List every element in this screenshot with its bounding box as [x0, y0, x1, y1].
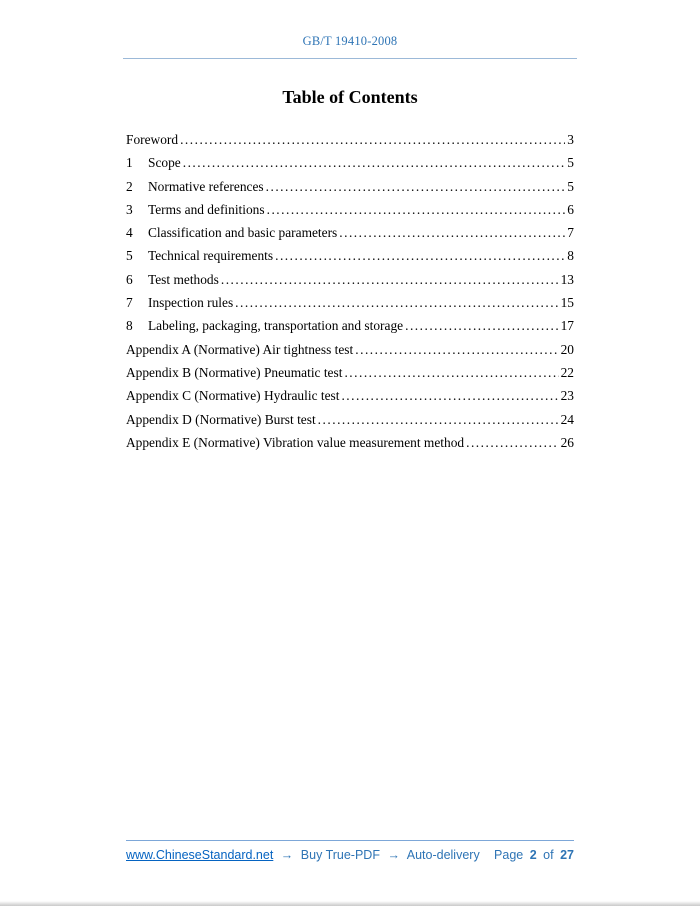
toc-entry-title: Appendix A (Normative) Air tightness test — [126, 341, 354, 357]
toc-leader-dots — [355, 338, 558, 361]
toc-entry-page: 20 — [560, 341, 574, 357]
toc-entry-title: Inspection rules — [148, 295, 234, 311]
table-of-contents — [126, 128, 574, 454]
toc-entry-title: Normative references — [148, 178, 264, 194]
toc-entry-title: Appendix E (Normative) Vibration value measurement method — [126, 434, 465, 450]
toc-entry-title: Labeling, packaging, transportation and storage — [148, 318, 404, 334]
toc-entry — [126, 338, 574, 361]
arrow-icon: → — [280, 848, 294, 862]
toc-entry-number: 2 — [126, 178, 133, 194]
toc-leader-dots — [339, 221, 565, 244]
toc-entry-title: Appendix B (Normative) Pneumatic test — [126, 364, 343, 380]
toc-entry-number: 3 — [126, 201, 133, 217]
toc-entry-page: 8 — [567, 248, 574, 264]
toc-entry-page: 3 — [567, 132, 574, 147]
toc-leader-dots — [318, 408, 559, 431]
toc-entry — [126, 408, 574, 431]
toc-entry-number: 5 — [126, 248, 133, 264]
toc-entry-page: 7 — [567, 225, 574, 241]
footer-page-total: 27 — [560, 848, 574, 862]
toc-entry-title: Foreword — [126, 132, 179, 147]
toc-entry — [126, 361, 574, 384]
footer-page-indicator — [491, 848, 574, 862]
toc-entry — [126, 198, 574, 221]
toc-entry — [126, 151, 574, 174]
toc-entry — [126, 384, 574, 407]
toc-entry-page: 5 — [567, 155, 574, 171]
toc-entry-page: 15 — [560, 295, 574, 311]
toc-entry-number: 7 — [126, 295, 133, 311]
toc-entry — [126, 431, 574, 454]
toc-entry-page: 23 — [560, 388, 574, 404]
footer-divider — [126, 840, 574, 841]
toc-entry — [126, 314, 574, 337]
toc-entry-title: Appendix C (Normative) Hydraulic test — [126, 388, 340, 404]
toc-entry-page: 13 — [560, 271, 574, 287]
toc-entry-page: 17 — [560, 318, 574, 334]
footer-of-label: of — [543, 848, 554, 862]
footer-page-label: Page — [494, 848, 524, 862]
toc-leader-dots — [183, 151, 566, 174]
toc-leader-dots — [221, 268, 559, 291]
toc-entry-title: Appendix D (Normative) Burst test — [126, 411, 316, 427]
page-header — [0, 0, 700, 59]
toc-entry-title: Terms and definitions — [148, 201, 265, 217]
toc-entry-page: 5 — [567, 178, 574, 194]
arrow-icon: → — [387, 848, 400, 862]
toc-entry-title: Test methods — [148, 271, 219, 287]
toc-entry-page: 6 — [567, 201, 574, 217]
toc-entry — [126, 291, 574, 314]
header-divider — [123, 58, 577, 59]
toc-entry-title: Scope — [148, 155, 181, 171]
standard-code: GB/T 19410-2008 — [302, 34, 398, 48]
footer-page-current: 2 — [529, 848, 537, 862]
toc-leader-dots — [267, 198, 566, 221]
toc-entry — [126, 128, 574, 151]
page-title: Table of Contents — [282, 87, 418, 107]
page-bottom-edge — [0, 901, 700, 906]
toc-leader-dots — [466, 431, 559, 454]
toc-leader-dots — [235, 291, 558, 314]
footer-buy-pdf-label: Buy True-PDF — [300, 848, 380, 862]
footer-website-link[interactable]: www.ChineseStandard.net — [126, 848, 274, 862]
toc-leader-dots — [180, 128, 565, 151]
toc-entry — [126, 175, 574, 198]
toc-entry-title: Technical requirements — [148, 248, 274, 264]
toc-entry-page: 26 — [560, 434, 574, 450]
toc-entry-page: 24 — [560, 411, 574, 427]
toc-leader-dots — [344, 361, 558, 384]
toc-leader-dots — [275, 244, 565, 267]
toc-entry-page: 22 — [560, 364, 574, 380]
toc-entry — [126, 244, 574, 267]
toc-entry-number: 1 — [126, 155, 133, 171]
footer-auto-delivery-label: Auto-delivery — [406, 848, 480, 862]
toc-leader-dots — [341, 384, 558, 407]
toc-leader-dots — [266, 175, 566, 198]
footer-promo — [126, 848, 484, 862]
toc-entry-title: Classification and basic parameters — [148, 225, 338, 241]
toc-leader-dots — [405, 314, 559, 337]
toc-entry — [126, 268, 574, 291]
toc-entry — [126, 221, 574, 244]
page-footer — [126, 840, 574, 862]
toc-entry-number: 6 — [126, 271, 133, 287]
toc-entry-number: 8 — [126, 318, 133, 334]
toc-entry-number: 4 — [126, 225, 133, 241]
